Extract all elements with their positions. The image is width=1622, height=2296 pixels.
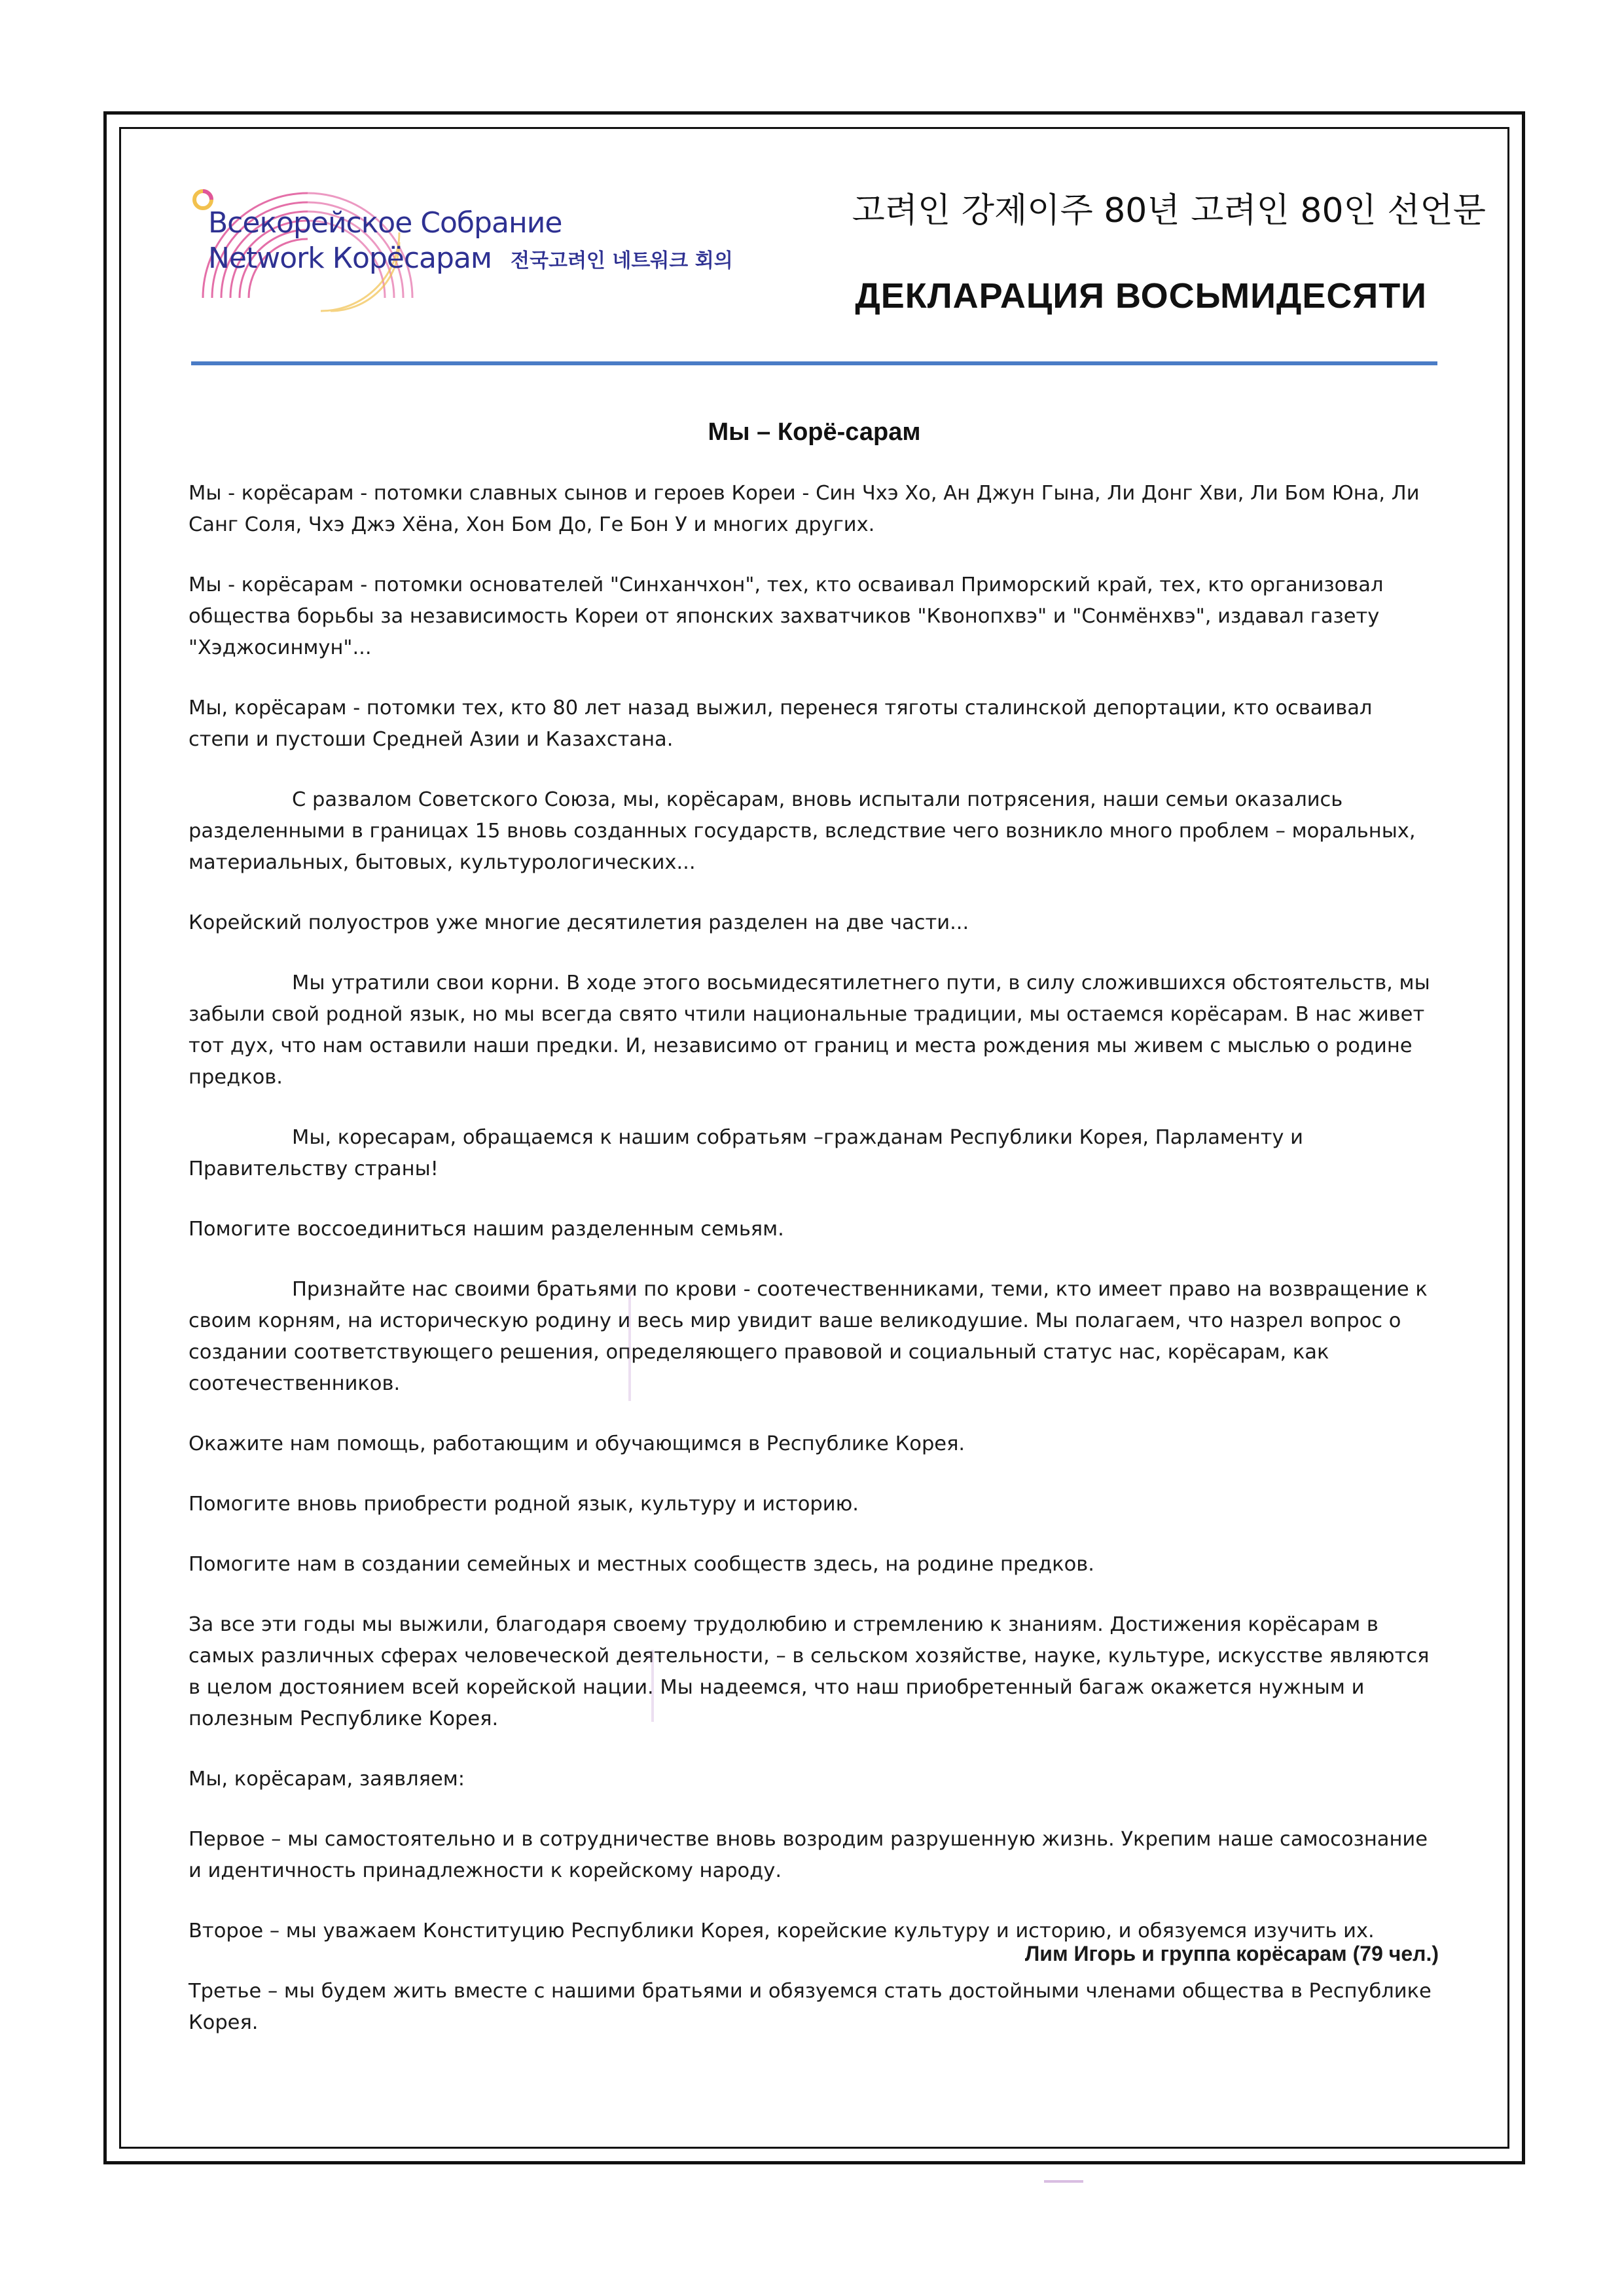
scan-mark — [651, 1650, 654, 1722]
paragraph: Помогите вновь приобрести родной язык, культуру и историю. — [189, 1493, 859, 1516]
paragraph: Помогите воссоединиться нашим разделенным семьям. — [189, 1218, 784, 1241]
document-heading: Мы – Корё-сарам — [708, 418, 921, 446]
scan-mark — [1044, 2180, 1083, 2183]
logo-ring-icon — [190, 187, 216, 213]
logo-title-line1: Всекорейское Собрание — [208, 206, 562, 240]
logo-korean-name: 전국고려인 네트워크 회의 — [511, 249, 733, 272]
scan-mark — [628, 1283, 631, 1401]
header-divider — [191, 361, 1437, 365]
paragraph: Мы - корёсарам - потомки славных сынов и героев Кореи - Син Чхэ Хо, Ан Джун Гына, Ли Донг Хви, Ли Бом Юна, Ли Санг Соля, Чхэ Джэ Хёна, Хон Бом До, Ге Бон У и многих других. — [189, 482, 1420, 536]
paragraph: Второе – мы уважаем Конституцию Республики Корея, корейские культуру и историю, и обязуемся изучить их. — [189, 1920, 1375, 1942]
declaration-body — [189, 478, 1439, 2068]
paragraph: Мы, корёсарам, заявляем: — [189, 1768, 465, 1791]
paragraph: С развалом Советского Союза, мы, корёсарам, вновь испытали потрясения, наши семьи оказались разделенными в границах 15 вновь созданных государств, вследствие чего возникло много проблем – моральных, материальных, бытовых, культурологических... — [189, 788, 1416, 874]
organization-logo — [190, 187, 733, 318]
paragraph: Корейский полуостров уже многие десятилетия разделен на две части... — [189, 911, 969, 934]
signature-line: Лим Игорь и группа корёсарам (79 чел.) — [1024, 1942, 1439, 1965]
declaration-title: ДЕКЛАРАЦИЯ ВОСЬМИДЕСЯТИ — [855, 276, 1427, 316]
paragraph: Мы утратили свои корни. В ходе этого восьмидесятилетнего пути, в силу сложившихся обстоятельств, мы забыли свой родной язык, но мы всегда свято чтили национальные традиции, мы остаемся корёсарам. В нас живет тот дух, что нам оставили наши предки. И, независимо от границ и места рождения мы живем с мыслью о родине предков. — [189, 972, 1430, 1089]
paragraph: Третье – мы будем жить вместе с нашими братьями и обязуемся стать достойными членами общества в Республике Корея. — [189, 1980, 1432, 2034]
paragraph: Мы, коресарам, обращаемся к нашим собратьям –гражданам Республики Корея, Парламенту и Правительству страны! — [189, 1126, 1303, 1180]
logo-title-line2: Network Корёсарам — [208, 242, 492, 275]
paragraph: Мы, корёсарам - потомки тех, кто 80 лет назад выжил, перенеся тяготы сталинской депортации, кто осваивал степи и пустоши Средней Азии и Казахстана. — [189, 697, 1373, 751]
paragraph: Мы - корёсарам - потомки основателей "Синханчхон", тех, кто осваивал Приморский край, тех, кто организовал общества борьбы за независимость Кореи от японских захватчиков "Квонопхвэ" и "Сонмёнхвэ", издавал газету "Хэджосинмун"... — [189, 574, 1384, 659]
korean-title: 고려인 강제이주 80년 고려인 80인 선언문 — [852, 191, 1486, 230]
paragraph: За все эти годы мы выжили, благодаря своему трудолюбию и стремлению к знаниям. Достижения корёсарам в самых различных сферах человеческой деятельности, – в сельском хозяйстве, науке, культуре, искусстве являются в целом достоянием всей корейской нации. Мы надеемся, что наш приобретенный багаж окажется нужным и полезным Республике Корея. — [189, 1613, 1430, 1730]
paragraph: Первое – мы самостоятельно и в сотрудничестве вновь возродим разрушенную жизнь. Укрепим наше самосознание и идентичность принадлежности к корейскому народу. — [189, 1828, 1428, 1882]
paragraph: Помогите нам в создании семейных и местных сообществ здесь, на родине предков. — [189, 1553, 1094, 1576]
paragraph: Окажите нам помощь, работающим и обучающимся в Республике Корея. — [189, 1432, 965, 1455]
paragraph: Признайте нас своими братьями по крови - соотечественниками, теми, кто имеет право на возвращение к своим корням, на историческую родину и весь мир увидит ваше великодушие. Мы полагаем, что назрел вопрос о создании соответствующего решения, определяющего правовой и социальный статус нас, корёсарам, как соотечественников. — [189, 1278, 1428, 1395]
